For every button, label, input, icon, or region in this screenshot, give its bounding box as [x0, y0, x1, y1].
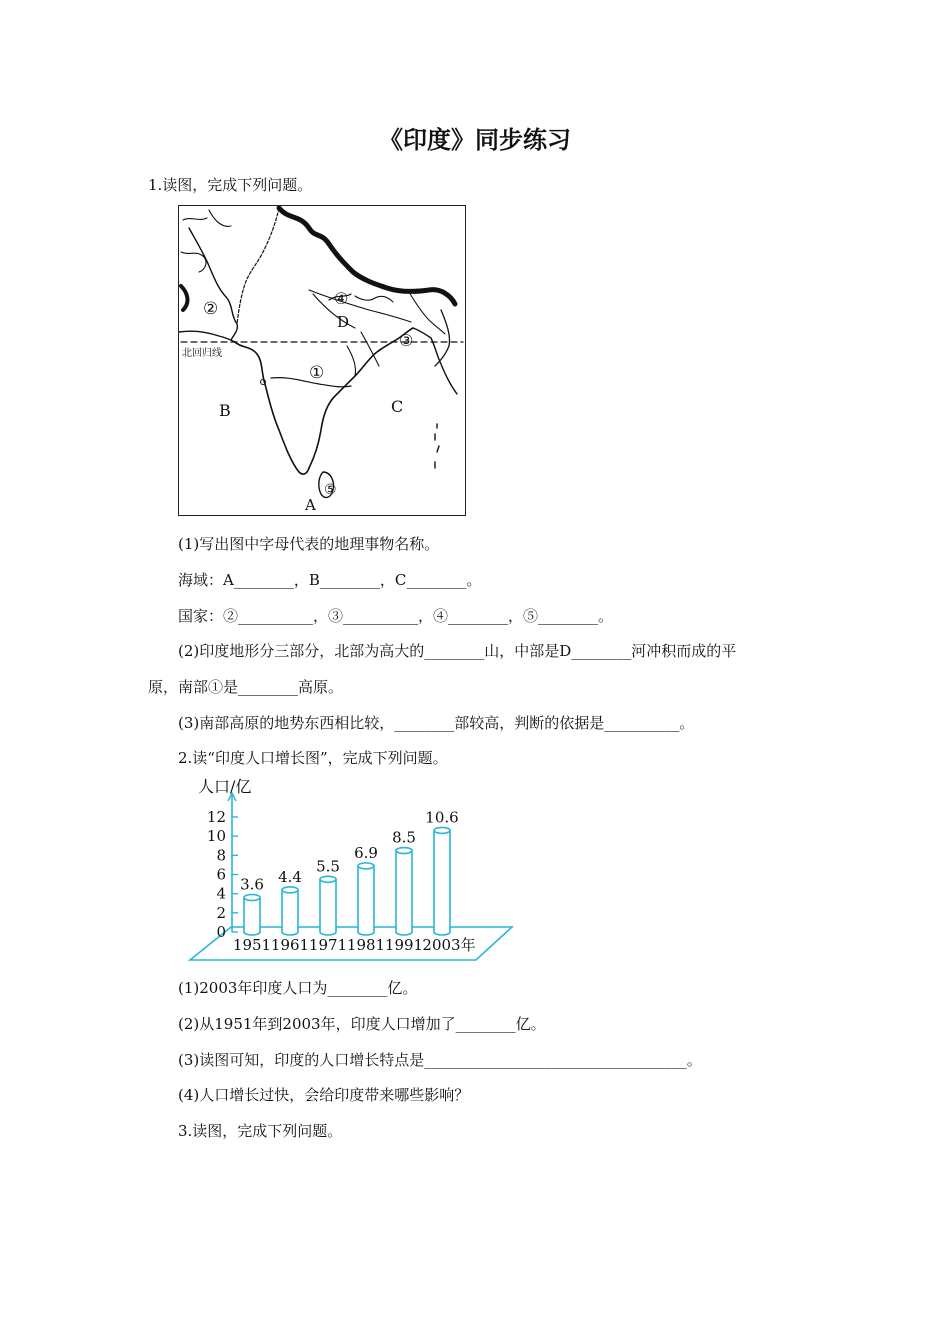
bar: [434, 830, 450, 935]
map-label-3: ③: [399, 331, 414, 350]
q1-sea-blanks: 海域：A________，B________，C________。: [178, 571, 482, 589]
x-category-label: 1951: [232, 936, 272, 954]
x-category-label: 1961: [270, 936, 310, 954]
q2-sub4: (4)人口增长过快，会给印度带来哪些影响？: [178, 1086, 470, 1104]
bar-value-label: 5.5: [316, 857, 340, 876]
map-label-B: B: [219, 401, 231, 420]
map-label-A: A: [305, 496, 316, 514]
map-label-1: ①: [309, 363, 325, 383]
x-category-label: 1981: [346, 936, 386, 954]
bar-top: [244, 895, 260, 901]
q1-country-blanks: 国家：②__________，③__________，④________，⑤________。: [178, 607, 614, 625]
y-tick-label: 6: [216, 865, 226, 884]
map-label-tropic: 北回归线: [182, 348, 222, 359]
x-category-label: 1971: [308, 936, 348, 954]
bar: [320, 879, 336, 935]
bar-top: [396, 848, 412, 854]
population-chart-svg: [176, 772, 521, 968]
y-tick-label: 0: [216, 923, 226, 941]
q2-sub3: (3)读图可知，印度的人口增长特点是___________________________________。: [178, 1051, 702, 1069]
bar-value-label: 6.9: [354, 843, 378, 862]
south-asia-map: [178, 205, 466, 516]
bar-top: [320, 876, 336, 882]
q2-sub1: (1)2003年印度人口为________亿。: [178, 979, 418, 997]
x-category-label: 1991: [384, 936, 424, 954]
map-label-2: ②: [203, 299, 219, 319]
q2-sub2: (2)从1951年到2003年，印度人口增加了________亿。: [178, 1015, 546, 1033]
y-tick-label: 12: [206, 808, 226, 826]
bar: [396, 851, 412, 935]
bar-value-label: 10.6: [425, 808, 459, 827]
page-title: 《印度》同步练习: [379, 126, 571, 154]
bar-top: [434, 827, 450, 833]
y-tick-label: 4: [216, 884, 226, 903]
map-label-C: C: [391, 397, 404, 416]
q1-sub2-line2: 原，南部①是________高原。: [148, 678, 344, 696]
y-axis-label: 人口/亿: [198, 777, 252, 796]
bar-value-label: 8.5: [392, 828, 416, 847]
x-category-label: 2003年: [422, 936, 476, 954]
y-tick-label: 2: [216, 903, 226, 922]
y-tick-label: 10: [206, 827, 226, 846]
question-3-intro: 3.读图，完成下列问题。: [178, 1122, 343, 1140]
q1-sub3: (3)南部高原的地势东西相比较，________部较高，判断的依据是__________。: [178, 714, 695, 732]
question-2-intro: 2.读“印度人口增长图”，完成下列问题。: [178, 749, 448, 767]
q1-sub2-line1: (2)印度地形分三部分，北部为高大的________山，中部是D________河冲积而成的平: [178, 642, 737, 660]
map-label-D: D: [337, 313, 350, 331]
bar-top: [282, 887, 298, 893]
bar-value-label: 4.4: [278, 867, 302, 886]
population-chart: [176, 772, 521, 968]
bar: [358, 866, 374, 935]
bar: [282, 890, 298, 935]
map-label-5: ⑤: [324, 482, 337, 498]
q1-sub1: (1)写出图中字母代表的地理事物名称。: [178, 535, 440, 553]
bar: [244, 898, 260, 936]
y-tick-label: 8: [216, 846, 226, 865]
bar-top: [358, 863, 374, 869]
map-label-4: ④: [334, 289, 349, 308]
question-1-intro: 1.读图，完成下列问题。: [148, 176, 313, 194]
bar-value-label: 3.6: [240, 875, 264, 894]
